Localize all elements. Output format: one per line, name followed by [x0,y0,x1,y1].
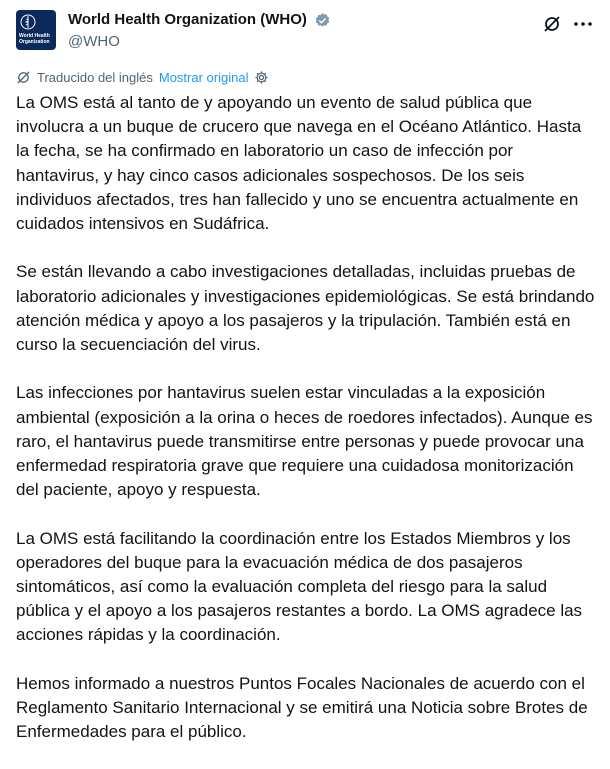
post-paragraph: Hemos informado a nuestros Puntos Focales Nacionales de acuerdo con el Reglamento Sanitario Internacional y se emitirá una Noticia sobre Brotes de Enfermedades para el público. [16,673,588,742]
gear-icon[interactable] [254,70,269,85]
handle[interactable]: @WHO [68,33,120,50]
show-original-link[interactable]: Mostrar original [158,69,249,85]
grok-icon[interactable] [542,14,562,34]
grok-translate-icon [16,70,31,85]
who-logo-icon [20,14,36,30]
verified-badge-icon [314,12,331,29]
translation-label: Traducido del inglés [37,69,153,85]
avatar[interactable] [16,10,56,50]
display-name[interactable]: World Health Organization (WHO) [68,11,307,28]
post-header [16,10,594,54]
post-paragraph: Las infecciones por hantavirus suelen estar vinculadas a la exposición ambiental (exposición a la orina o heces de roedores infectados). Aunque es raro, el hantavirus puede transmitirse entre personas y puede provocar una enfermedad respiratoria grave que requiere una cuidadosa monitorización del paciente, apoyo y respuesta. [16,383,593,500]
post-paragraph: La OMS está al tanto de y apoyando un evento de salud pública que involucra a un buque de crucero que navega en el Océano Atlántico. Hasta la fecha, se ha confirmado en laboratorio un caso de infección por hantavirus, y hay cinco casos adicionales sospechosos. De los seis individuos afectados, tres han fallecido y uno se encuentra actualmente en cuidados intensivos en Sudáfrica. [16,93,582,234]
post-paragraph: La OMS está facilitando la coordinación entre los Estados Miembros y los operadores del buque para la evacuación médica de dos pasajeros sintomáticos, así como la evaluación completa del riesgo para la salud pública y el apoyo a los pasajeros restantes a bordo. La OMS agradece las acciones rápidas y la coordinación. [16,528,583,645]
translation-notice [16,67,269,87]
post-paragraph: Se están llevando a cabo investigaciones detalladas, incluidas pruebas de laboratorio adicionales y investigaciones epidemiológicas. Se está brindando atención médica y apoyo a los pasajeros y la tripulación. También está en curso la secuenciación del virus. [16,262,595,355]
more-options-icon[interactable] [572,14,594,34]
post-text [16,91,598,769]
avatar-logo-text: World Health Organization [19,33,50,45]
